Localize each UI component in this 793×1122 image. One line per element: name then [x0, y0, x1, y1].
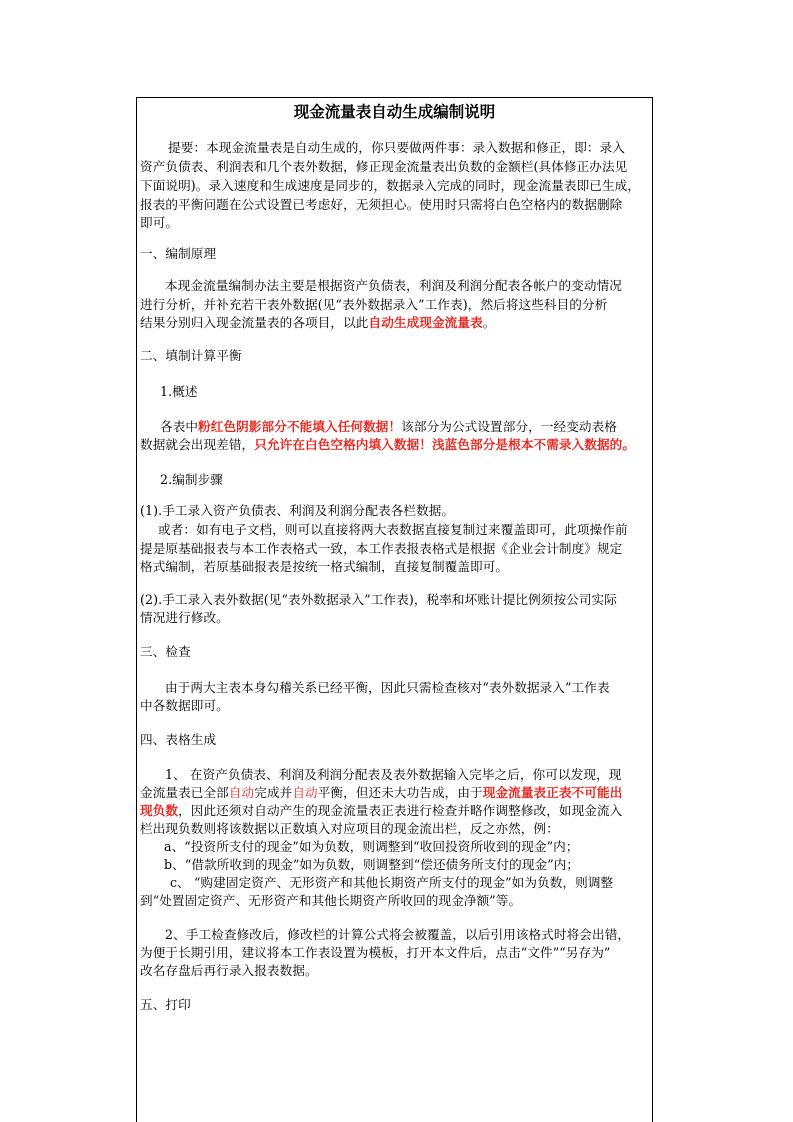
paragraph-line: 现负数，因此还须对自动产生的现金流量表正表进行检查并略作调整修改，如现金流入	[140, 803, 623, 818]
section-heading: 一、编制原理	[140, 246, 217, 261]
subheading: 1.概述	[160, 384, 198, 399]
intro-line: 提要：本现金流量表是自动生成的，你只要做两件事：录入数据和修正，即：录入	[168, 140, 625, 155]
warning-text: 现金流量表正表不可能出	[482, 785, 623, 800]
paragraph-line: 中各数据即可。	[140, 698, 229, 713]
intro-line: 资产负债表、利润表和几个表外数据，修正现金流量表出负数的金额栏(具体修正办法见	[140, 159, 628, 174]
paragraph-line: (2).手工录入表外数据(见“表外数据录入”工作表)，税率和坏账计提比例须按公司实际	[140, 592, 617, 607]
highlight-text: 自动生成现金流量表	[368, 315, 483, 330]
paragraph-line: 2、手工检查修改后，修改栏的计算公式将会被覆盖，以后引用该格式时将会出错，	[165, 927, 631, 942]
paragraph-line: 各表中粉红色阴影部分不能填入任何数据！该部分为公式设置部分，一经变动表格	[160, 419, 617, 434]
section-heading: 五、打印	[140, 997, 191, 1012]
example-item: c、 “购建固定资产、无形资产和其他长期资产所支付的现金”如为负数，则调整	[170, 875, 614, 890]
paragraph-line: 本现金流量编制办法主要是根据资产负债表，利润及利润分配表各帐户的变动情况	[165, 278, 622, 293]
paragraph-line: 进行分析，并补充若干表外数据(见“表外数据录入”工作表)，然后将这些科目的分析	[140, 297, 608, 312]
warning-text: 现负数	[140, 803, 179, 818]
paragraph-line: 金流量表已全部自动完成并自动平衡，但还未大功告成，由于现金流量表正表不可能出	[140, 785, 623, 800]
warning-text: 只允许在白色空格内填入数据！浅蓝色部分是根本不需录入数据的。	[254, 437, 636, 452]
paragraph-line: 或者：如有电子文档，则可以直接将两大表数据直接复制过来覆盖即可，此项操作前	[158, 522, 628, 537]
paragraph-line: 改名存盘后再行录入报表数据。	[140, 963, 318, 978]
intro-line: 报表的平衡问题在公式设置已考虑好，无须担心。使用时只需将白色空格内的数据删除	[140, 197, 623, 212]
paragraph-line: 格式编制，若原基础报表是按统一格式编制，直接复制覆盖即可。	[140, 559, 509, 574]
paragraph-line: 1、 在资产负债表、利润及利润分配表及表外数据输入完毕之后，你可以发现，现	[165, 767, 622, 782]
paragraph-line: (1).手工录入资产负债表、利润及利润分配表各栏数据。	[140, 503, 455, 518]
paragraph-line: 由于两大主表本身勾稽关系已经平衡，因此只需检查核对“表外数据录入”工作表	[165, 680, 610, 695]
paragraph-line: 到“处置固定资产、无形资产和其他长期资产所收回的现金净额”等。	[140, 893, 522, 908]
paragraph-line: 为便于长期引用，建议将本工作表设置为模板，打开本文件后，点击“文件”“另存为”	[140, 945, 611, 960]
paragraph-line: 情况进行修改。	[140, 610, 229, 625]
page-title: 现金流量表自动生成编制说明	[293, 102, 496, 121]
section-heading: 二、填制计算平衡	[140, 348, 242, 363]
paragraph-line: 结果分别归入现金流量表的各项目，以此自动生成现金流量表。	[140, 315, 496, 330]
example-item: a、“投资所支付的现金”如为负数，则调整到“收回投资所收到的现金”内；	[164, 839, 579, 854]
subheading: 2.编制步骤	[160, 472, 223, 487]
section-heading: 三、检查	[140, 644, 191, 659]
section-heading: 四、表格生成	[140, 732, 217, 747]
paragraph-line: 栏出现负数则将该数据以正数填入对应项目的现金流出栏，反之亦然，例：	[140, 821, 559, 836]
example-item: b、“借款所收到的现金”如为负数，则调整到“偿还债务所支付的现金”内；	[164, 857, 580, 872]
paragraph-line: 数据就会出现差错，只允许在白色空格内填入数据！浅蓝色部分是根本不需录入数据的。	[140, 437, 636, 452]
paragraph-line: 提是原基础报表与本工作表格式一致，本工作表报表格式是根据《企业会计制度》规定	[140, 541, 623, 556]
intro-line: 下面说明)。录入速度和生成速度是同步的，数据录入完成的同时，现金流量表即已生成，	[140, 178, 641, 193]
warning-text: 粉红色阴影部分不能填入任何数据！	[198, 419, 402, 434]
intro-line: 即可。	[140, 215, 179, 230]
